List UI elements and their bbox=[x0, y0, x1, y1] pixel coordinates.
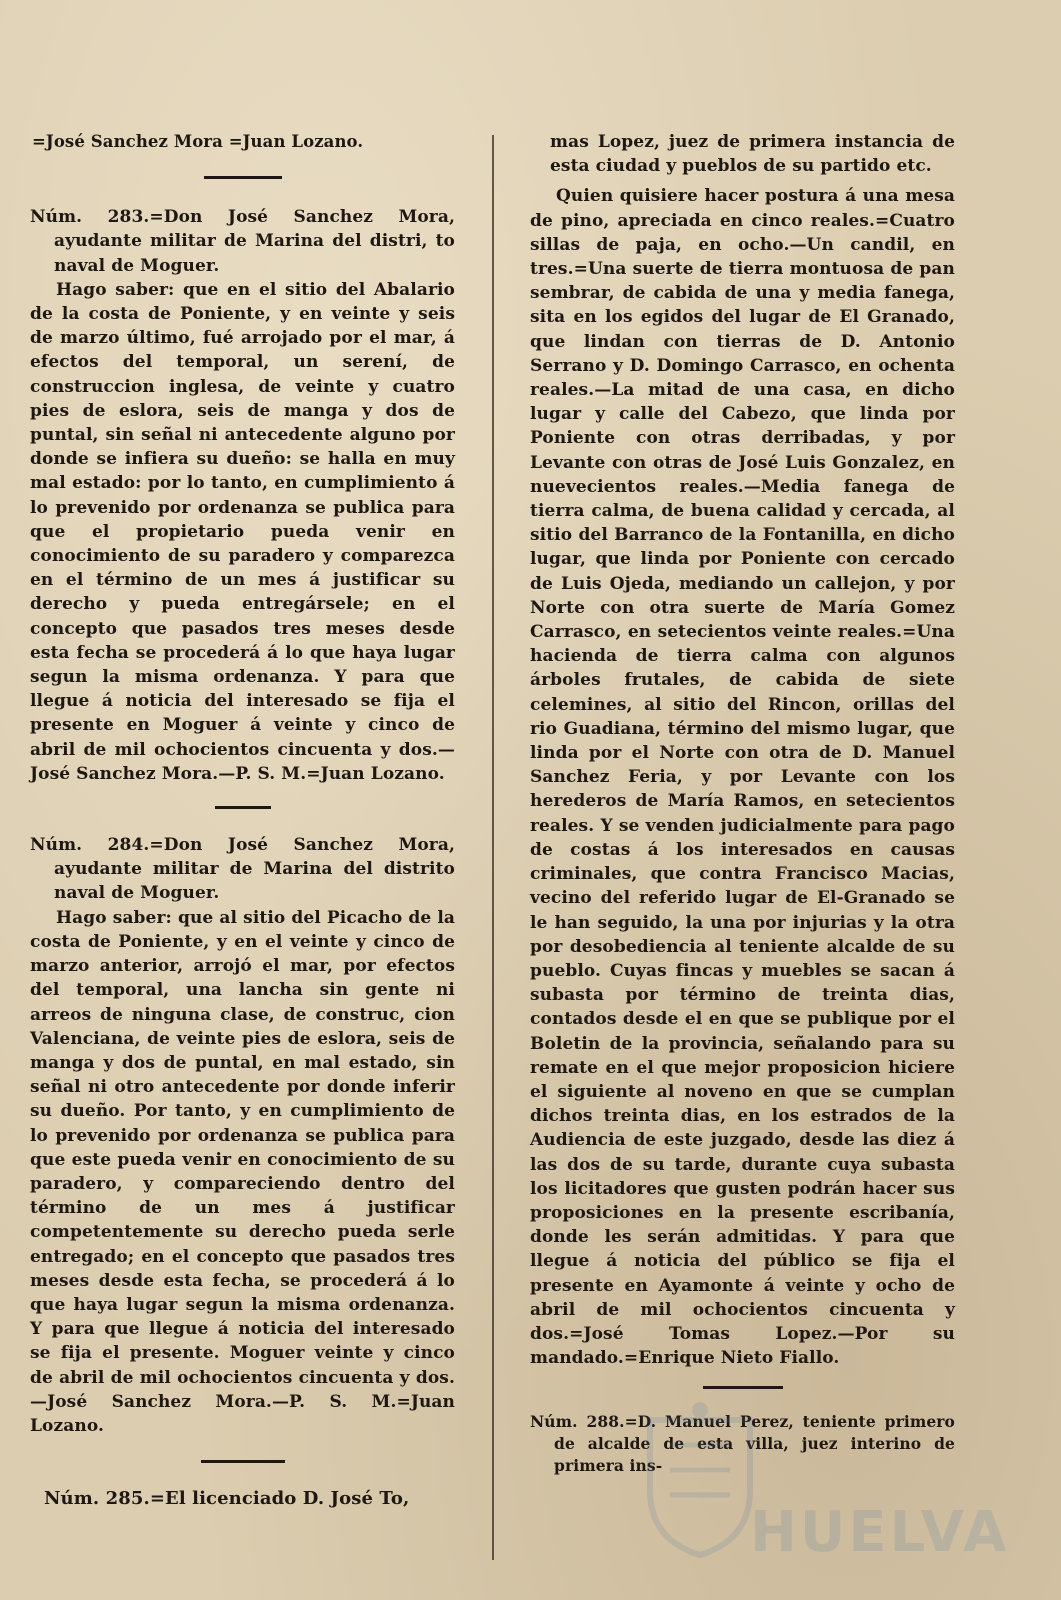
auction-notice-body: Quien quisiere hacer postura á una mesa de pino, apreciada en cinco reales.=Cuatro sillas de paja, en ocho.—Un candil, en tres.=Una suerte de tierra montuosa de pan sembrar, de cabida de una y media fanega, sita en los egidos del lugar de El Granado, que lindan con tierras de D. Antonio Serrano y D. Domingo Carrasco, en ochenta reales.—La mitad de una casa, en dicho lugar y calle del Cabezo, que linda por Poniente con otras derribadas, y por Levante con otras de José Luis Gonzalez, en nuevecientos reales.—Media fanega de tierra calma, de buena calidad y cercada, al sitio del Barranco de la Fontanilla, en dicho lugar, que linda por Poniente con cercado de Luis Ojeda, mediando un callejon, y por Norte con otra suerte de María Gomez Carrasco, en setecientos veinte reales.=Una hacienda de tierra calma con algunos árboles frutales, de cabida de siete celemines, al sitio del Rincon, orillas del rio Guadiana, término del mismo lugar, que linda por el Norte con otra de D. Manuel Sanchez Feria, y por Levante con los herederos de María Ramos, en setecientos reales. Y se venden judicialmente para pago de costas á los interesados en causas criminales, que contra Francisco Macias, vecino del referido lugar de El-Granado se le han seguido, la una por injurias y la otra por desobediencia al teniente alcalde de su pueblo. Cuyas fincas y muebles se sacan á subasta por término de treinta dias, contados desde el en que se publique por el Boletin de la provincia, señalando para su remate en el que mejor proposicion hiciere el siguiente al noveno en que se cumplan dichos treinta dias, en los estrados de la Audiencia de este juzgado, desde las diez á las dos de su tarde, durante cuya subasta los licitadores que gusten podrán hacer sus proposiciones en la presente escribanía, donde les serán admitidas. Y para que llegue á noticia del público se fija el presente en Ayamonte á veinte y ocho de abril de mil ochocientos cincuenta y dos.=José Tomas Lopez.—Por su mandado.=Enrique Nieto Fiallo. bbox=[530, 186, 955, 1369]
notice-288-heading: Núm. 288.=D. Manuel Perez, teniente primero de alcalde de esta villa, juez interino de primera ins- bbox=[530, 1412, 955, 1476]
signature-line: =José Sanchez Mora =Juan Lozano. bbox=[32, 132, 364, 151]
watermark-text: HUELVA bbox=[750, 1500, 1010, 1565]
crest-icon bbox=[640, 1400, 760, 1560]
section-rule bbox=[201, 1460, 285, 1463]
notice-283-body: Hago saber: que en el sitio del Abalario de la costa de Poniente, y en veinte y seis de marzo último, fué arrojado por el mar, á efectos del temporal, un serení, de construccion inglesa, de veinte y cuatro pies de eslora, seis de manga y dos de puntal, sin señal ni antecedente alguno por donde se infiera su dueño: se halla en muy mal estado: por lo tanto, en cumplimiento á lo prevenido por ordenanza se publica para que el propietario pueda venir en conocimiento de su paradero y comparezca en el término de un mes á justificar su derecho y pueda entregársele; en el concepto que pasados tres meses desde esta fecha se procederá á lo que haya lugar segun la misma ordenanza. Y para que llegue á noticia del interesado se fija el presente en Moguer á veinte y cinco de abril de mil ochocientos cincuenta y dos.—José Sanchez Mora.—P. S. M.=Juan Lozano. bbox=[30, 279, 455, 784]
right-column bbox=[530, 130, 955, 1560]
notice-284-heading: Núm. 284.=Don José Sanchez Mora, ayudante militar de Marina del distrito naval de Moguer. bbox=[30, 835, 455, 904]
section-rule bbox=[204, 176, 282, 179]
huelva-watermark bbox=[640, 1400, 1010, 1570]
column-divider bbox=[492, 135, 494, 1560]
left-column bbox=[30, 130, 455, 1560]
section-rule bbox=[703, 1386, 783, 1389]
notice-285-heading: Núm. 285.=El licenciado D. José To, bbox=[44, 1488, 410, 1510]
notice-283-heading: Núm. 283.=Don José Sanchez Mora, ayudante militar de Marina del distri, to naval de Moguer. bbox=[30, 207, 455, 276]
notice-284-body: Hago saber: que al sitio del Picacho de la costa de Poniente, y en el veinte y cinco de marzo anterior, arrojó el mar, por efectos del temporal, una lancha sin gente ni arreos de ninguna clase, de construc, cion Valenciana, de veinte pies de eslora, seis de manga y dos de puntal, en mal estado, sin señal ni otro antecedente por donde inferir su dueño. Por tanto, y en cumplimiento de lo prevenido por ordenanza se publica para que este pueda venir en conocimiento de su paradero, y compareciendo dentro del término de un mes á justificar competentemente su derecho pueda serle entregado; en el concepto que pasados tres meses desde esta fecha, se procederá á lo que haya lugar segun la misma ordenanza. Y para que llegue á noticia del interesado se fija el presente. Moguer veinte y cinco de abril de mil ochocientos cincuenta y dos.—José Sanchez Mora.—P. S. M.=Juan Lozano. bbox=[30, 907, 455, 1436]
section-rule bbox=[215, 806, 271, 809]
notice-285-continued: mas Lopez, juez de primera instancia de esta ciudad y pueblos de su partido etc. bbox=[550, 132, 955, 177]
